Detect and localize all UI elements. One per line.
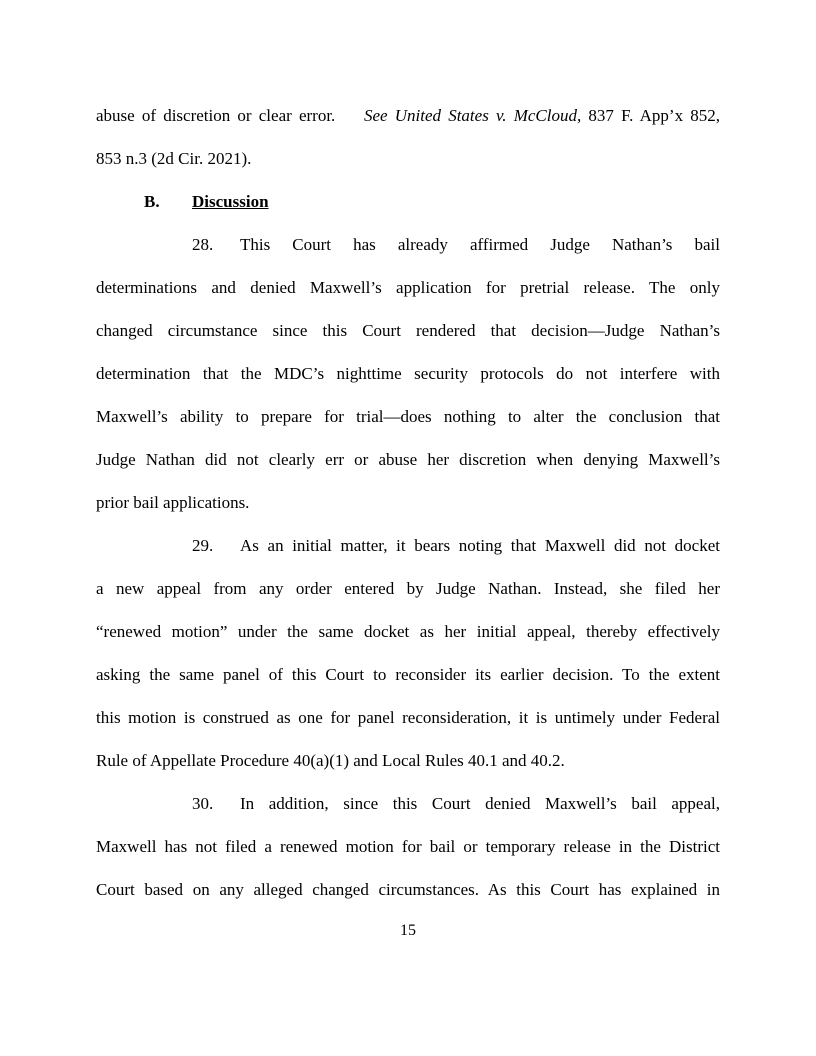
section-title: Discussion [192,192,269,211]
paragraph-29-line-6: Rule of Appellate Procedure 40(a)(1) and Local Rules 40.1 and 40.2. [96,751,565,770]
citation-reporter: , 837 F. App’x 852, [576,106,721,125]
document-page [96,94,720,911]
page-number: 15 [400,922,416,939]
section-letter: B. [144,192,160,211]
paragraph-29-line-2: a new appeal from any order entered by Judge Nathan. Instead, she filed her [96,579,720,598]
paragraph-28-line-1: 28. This Court has already affirmed Judge Nathan’s bail [96,223,720,266]
intro-line-2: 853 n.3 (2d Cir. 2021). [96,149,252,168]
paragraph-28-line-5: Maxwell’s ability to prepare for trial—does nothing to alter the conclusion that [96,407,720,426]
paragraph-number: 30. [192,794,214,813]
paragraph-30-line-2: Maxwell has not filed a renewed motion for bail or temporary release in the District [96,837,720,856]
paragraph-28-line-7: prior bail applications. [96,493,250,512]
paragraph-28-line-6: Judge Nathan did not clearly err or abuse her discretion when denying Maxwell’s [96,450,720,469]
paragraph-28-line-3: changed circumstance since this Court rendered that decision—Judge Nathan’s [96,321,720,340]
intro-line-1 [96,94,720,137]
paragraph-28-line-2: determinations and denied Maxwell’s application for pretrial release. The only [96,278,720,297]
paragraph-29-line-3: “renewed motion” under the same docket as her initial appeal, thereby effectively [96,622,720,641]
case-citation: See United States v. McCloud [364,106,577,125]
paragraph-28-line-4: determination that the MDC’s nighttime security protocols do not interfere with [96,364,720,383]
intro-text: abuse of discretion or clear error. [96,106,336,125]
paragraph-number: 29. [192,536,214,555]
paragraph-number: 28. [192,235,214,254]
paragraph-30-line-3: Court based on any alleged changed circumstances. As this Court has explained in [96,880,720,899]
section-heading [96,180,720,223]
paragraph-29-line-1: 29. As an initial matter, it bears noting that Maxwell did not docket [96,524,720,567]
paragraph-30-line-1: 30. In addition, since this Court denied Maxwell’s bail appeal, [96,782,720,825]
paragraph-29-line-4: asking the same panel of this Court to reconsider its earlier decision. To the extent [96,665,720,684]
paragraph-29-line-5: this motion is construed as one for panel reconsideration, it is untimely under Federal [96,708,720,727]
